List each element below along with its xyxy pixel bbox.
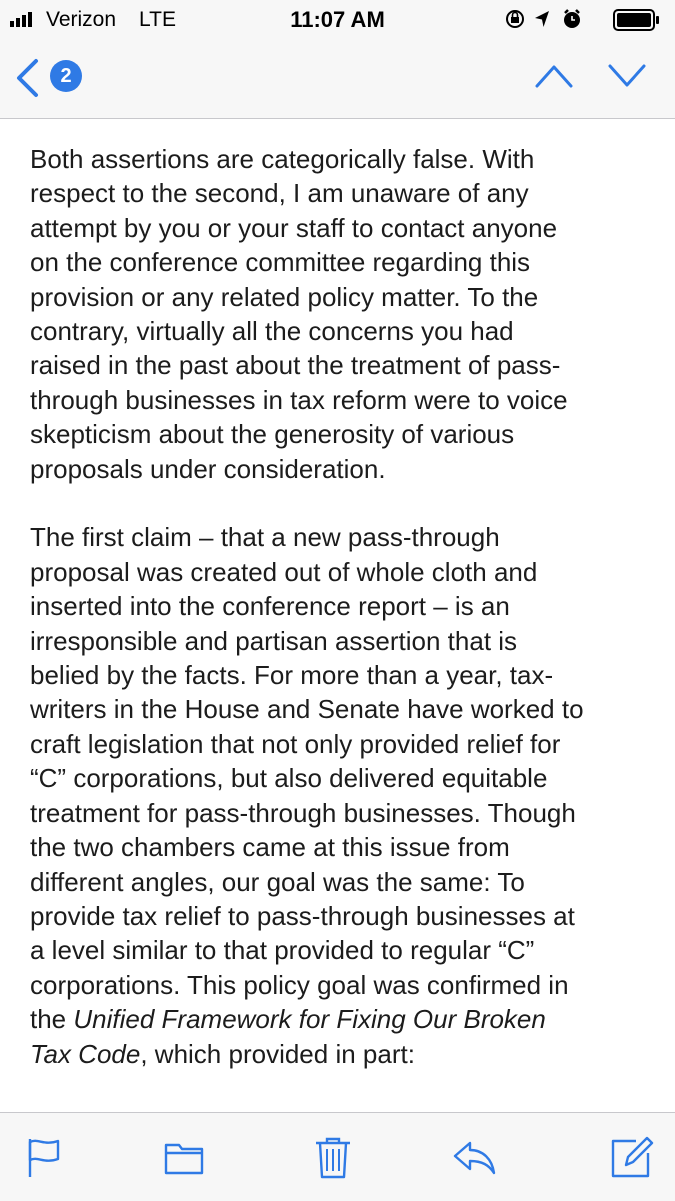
mail-nav-bar — [0, 38, 675, 119]
line-suffix: , which provided in part: — [140, 1038, 415, 1069]
text-line: skepticism about the generosity of various — [30, 419, 515, 450]
carrier-name: Verizon — [46, 8, 117, 31]
status-icons — [505, 7, 585, 31]
text-line: attempt by you or your staff to contact anyone — [30, 212, 558, 243]
text-line: “C” corporations, but also delivered equitable — [30, 763, 548, 794]
flag-icon[interactable] — [22, 1135, 66, 1179]
status-bar — [0, 0, 675, 38]
message-body — [30, 142, 655, 1112]
text-line: provision or any related policy matter. To the — [30, 281, 539, 312]
next-message-chevron-down-icon[interactable] — [607, 62, 647, 90]
text-line: The first claim – that a new pass-through — [30, 522, 500, 553]
text-line: a level similar to that provided to regular “C” — [30, 935, 535, 966]
status-time: 11:07 AM — [290, 7, 385, 32]
folder-icon[interactable] — [162, 1135, 206, 1179]
network-type: LTE — [139, 8, 176, 31]
text-line: proposals under consideration. — [30, 453, 386, 484]
text-line: provide tax relief to pass-through businesses at — [30, 900, 575, 931]
unread-count-badge[interactable]: 2 — [50, 60, 82, 92]
text-line: belied by the facts. For more than a year, tax- — [30, 660, 554, 691]
message-paragraph-1 — [30, 142, 655, 486]
text-line: irresponsible and partisan assertion that is — [30, 625, 518, 656]
line-prefix: the — [30, 1004, 74, 1035]
compose-icon[interactable] — [610, 1135, 654, 1179]
reply-icon[interactable] — [452, 1135, 496, 1179]
back-chevron-icon[interactable] — [14, 58, 42, 98]
location-arrow-icon — [535, 11, 549, 27]
trash-icon[interactable] — [311, 1135, 355, 1179]
italic-document-title-end: Tax Code — [30, 1038, 141, 1069]
text-line: writers in the House and Senate have worked to — [30, 694, 584, 725]
text-line: treatment for pass-through businesses. Though — [30, 797, 576, 828]
text-line: corporations. This policy goal was confirmed in — [30, 969, 569, 1000]
italic-document-title: Unified Framework for Fixing Our Broken — [73, 1004, 546, 1035]
message-toolbar — [0, 1112, 675, 1201]
text-line: Both assertions are categorically false. With — [30, 144, 535, 174]
message-paragraph-2 — [30, 520, 655, 1071]
previous-message-chevron-up-icon[interactable] — [534, 62, 574, 90]
text-line: proposal was created out of whole cloth and — [30, 556, 538, 587]
text-line — [30, 1002, 655, 1036]
text-line: the two chambers came at this issue from — [30, 832, 510, 863]
text-line: on the conference committee regarding this — [30, 247, 531, 278]
text-line: contrary, virtually all the concerns you had — [30, 316, 514, 347]
text-line: respect to the second, I am unaware of any — [30, 178, 529, 209]
text-line — [30, 1037, 655, 1071]
text-line: craft legislation that not only provided relief for — [30, 728, 561, 759]
alarm-clock-icon — [564, 10, 580, 28]
text-line: inserted into the conference report – is an — [30, 591, 510, 622]
orientation-lock-icon — [507, 11, 523, 27]
battery-icon — [613, 9, 661, 31]
text-line: through businesses in tax reform were to voice — [30, 384, 568, 415]
text-line: different angles, our goal was the same: To — [30, 866, 525, 897]
text-line: raised in the past about the treatment of pass- — [30, 350, 561, 381]
